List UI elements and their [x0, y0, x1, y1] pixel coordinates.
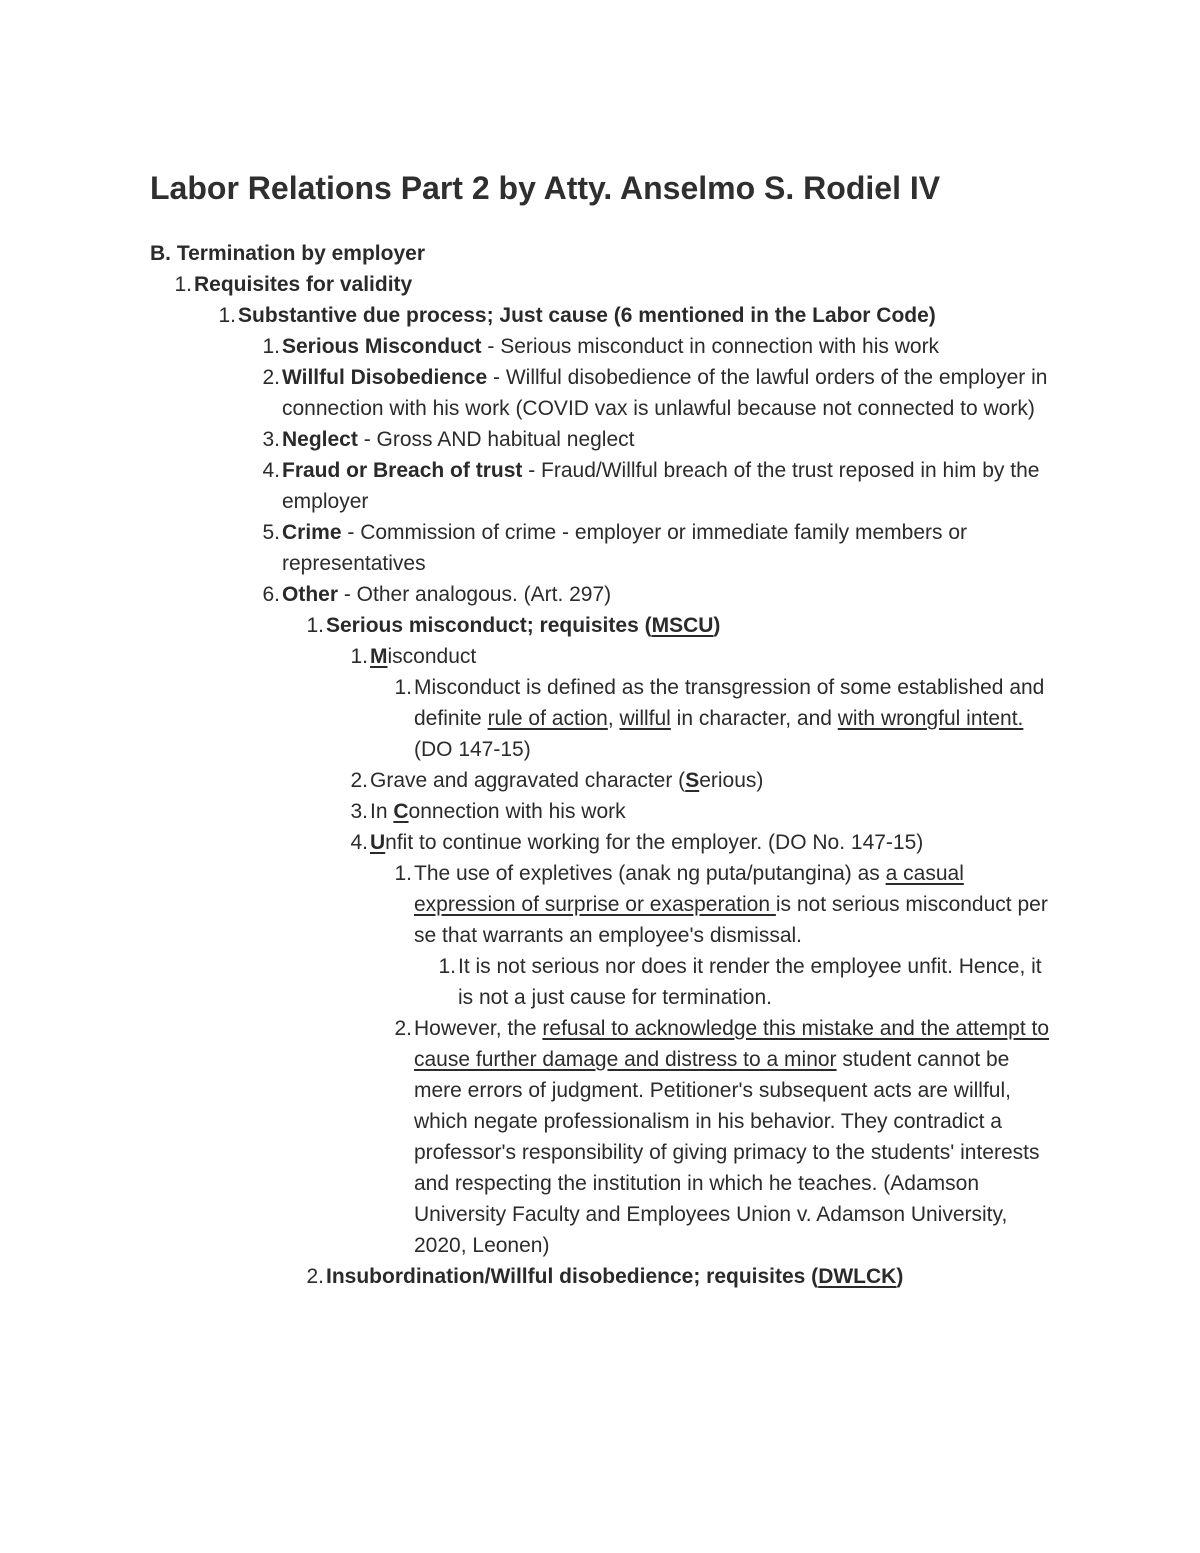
document-title: Labor Relations Part 2 by Atty. Anselmo S. Rodiel IV [150, 170, 941, 206]
sub-list [394, 672, 1060, 765]
list-level-1 [174, 269, 1060, 1292]
list-item: 4. Unfit to continue working for the employer. (DO No. 147-15) 1. The use of expletives (anak ng puta/putangina) as a casual expression of surprise or exasperation is not serious misconduct per se that warrants an employee's dismissal. 1. It is not serious nor does it render the employee unfit. Hence, it is not a just cause for termination. 2. However, the refusal to acknowledge this mistake and the attempt to cause further damage and distress to a minor student cannot be mere errors of judgment. Petitioner's subsequent acts are willful, which negate professionalism in his behavior. They contradict a professor's responsibility of giving primacy to the students' interests and respecting the institution in which he teaches. (Adamson University Faculty and Employees Union v. Adamson University, 2020, Leonen) [370, 827, 1060, 1261]
list-level-2 [218, 300, 1060, 1292]
misconduct-requisites [350, 641, 1060, 1261]
list-item: 2. Grave and aggravated character (Serious) [350, 769, 764, 792]
list-item: 5. Crime - Commission of crime - employer or immediate family members or representatives [262, 521, 967, 575]
list-item: 1. Requisites for validity 1. Substantive due process; Just cause (6 mentioned in the Labor Code) 1. Serious Misconduct - Serious misconduct in connection with his work 2. Willful Disobedience - Willful disobedience of the lawful orders of the employer in connection with his work (COVID vax is unlawful because not connected to work) 3. Neglect - Gross AND habitual neglect 4. Fraud or Breach of trust - Fraud/Willful breach of the trust reposed in him by the employer 5. Crime - Commission of crime - employer or immediate family members or representatives 6. Other - Other analogous. (Art. 297) 1. Serious misconduct; requisites (MSCU) 1. Misconduct 1. Misconduct is defined as the transgression of some established and definite rule of action, willful in character, and with wrongful intent. (DO 147-15) 2. Grave and aggravated character (Serious) 3. In Connection with his work 4. Unfit to continue working for the employer. (DO No. 147-15) 1. The use of expletives (anak ng puta/putangina) as a casual expression of surprise or exasperation is not serious misconduct per se that warrants an employee's dismissal. 1. It is not serious nor does it render the employee unfit. Hence, it is not a just cause for termination. 2. However, the refusal to acknowledge this mistake and the attempt to cause further damage and distress to a minor student cannot be mere errors of judgment. Petitioner's subsequent acts are willful, which negate professionalism in his behavior. They contradict a professor's responsibility of giving primacy to the students' interests and respecting the institution in which he teaches. (Adamson University Faculty and Employees Union v. Adamson University, 2020, Leonen) 2. Insubordination/Willful disobedience; requisites (DWLCK) [194, 269, 1060, 1292]
list-item: 1. Serious misconduct; requisites (MSCU) 1. Misconduct 1. Misconduct is defined as the transgression of some established and definite rule of action, willful in character, and with wrongful intent. (DO 147-15) 2. Grave and aggravated character (Serious) 3. In Connection with his work 4. Unfit to continue working for the employer. (DO No. 147-15) 1. The use of expletives (anak ng puta/putangina) as a casual expression of surprise or exasperation is not serious misconduct per se that warrants an employee's dismissal. 1. It is not serious nor does it render the employee unfit. Hence, it is not a just cause for termination. 2. However, the refusal to acknowledge this mistake and the attempt to cause further damage and distress to a minor student cannot be mere errors of judgment. Petitioner's subsequent acts are willful, which negate professionalism in his behavior. They contradict a professor's responsibility of giving primacy to the students' interests and respecting the institution in which he teaches. (Adamson University Faculty and Employees Union v. Adamson University, 2020, Leonen) [326, 610, 1060, 1261]
list-item: 1. The use of expletives (anak ng puta/putangina) as a casual expression of surprise or exasperation is not serious misconduct per se that warrants an employee's dismissal. 1. It is not serious nor does it render the employee unfit. Hence, it is not a just cause for termination. [414, 858, 1060, 1013]
list-item: 2. However, the refusal to acknowledge this mistake and the attempt to cause further damage and distress to a minor student cannot be mere errors of judgment. Petitioner's subsequent acts are willful, which negate professionalism in his behavior. They contradict a professor's responsibility of giving primacy to the students' interests and respecting the institution in which he teaches. (Adamson University Faculty and Employees Union v. Adamson University, 2020, Leonen) [394, 1017, 1050, 1257]
list-item: 1. Misconduct 1. Misconduct is defined as the transgression of some established and definite rule of action, willful in character, and with wrongful intent. (DO 147-15) [370, 641, 1060, 765]
list-item: 3. Neglect - Gross AND habitual neglect [262, 428, 635, 451]
sub-list [438, 951, 1060, 1013]
list-item: 4. Fraud or Breach of trust - Fraud/Willful breach of the trust reposed in him by the employer [262, 459, 1040, 513]
list-item: 2. Insubordination/Willful disobedience; requisites (DWLCK) [306, 1265, 904, 1288]
list-item: 1. Serious Misconduct - Serious misconduct in connection with his work [262, 335, 940, 358]
requisites-list [306, 610, 1060, 1292]
section-heading: B. Termination by employer [150, 242, 425, 265]
document-page [150, 168, 1060, 1292]
list-item: 1. Misconduct is defined as the transgression of some established and definite rule of action, willful in character, and with wrongful intent. (DO 147-15) [394, 676, 1045, 761]
list-item: 3. In Connection with his work [350, 800, 626, 823]
just-causes-list [262, 331, 1060, 1292]
list-item: 1. It is not serious nor does it render the employee unfit. Hence, it is not a just cause for termination. [438, 955, 1042, 1009]
list-item: 6. Other - Other analogous. (Art. 297) 1. Serious misconduct; requisites (MSCU) 1. Misconduct 1. Misconduct is defined as the transgression of some established and definite rule of action, willful in character, and with wrongful intent. (DO 147-15) 2. Grave and aggravated character (Serious) 3. In Connection with his work 4. Unfit to continue working for the employer. (DO No. 147-15) 1. The use of expletives (anak ng puta/putangina) as a casual expression of surprise or exasperation is not serious misconduct per se that warrants an employee's dismissal. 1. It is not serious nor does it render the employee unfit. Hence, it is not a just cause for termination. 2. However, the refusal to acknowledge this mistake and the attempt to cause further damage and distress to a minor student cannot be mere errors of judgment. Petitioner's subsequent acts are willful, which negate professionalism in his behavior. They contradict a professor's responsibility of giving primacy to the students' interests and respecting the institution in which he teaches. (Adamson University Faculty and Employees Union v. Adamson University, 2020, Leonen) 2. Insubordination/Willful disobedience; requisites (DWLCK) [282, 579, 1060, 1292]
list-item: 1. Substantive due process; Just cause (6 mentioned in the Labor Code) 1. Serious Misconduct - Serious misconduct in connection with his work 2. Willful Disobedience - Willful disobedience of the lawful orders of the employer in connection with his work (COVID vax is unlawful because not connected to work) 3. Neglect - Gross AND habitual neglect 4. Fraud or Breach of trust - Fraud/Willful breach of the trust reposed in him by the employer 5. Crime - Commission of crime - employer or immediate family members or representatives 6. Other - Other analogous. (Art. 297) 1. Serious misconduct; requisites (MSCU) 1. Misconduct 1. Misconduct is defined as the transgression of some established and definite rule of action, willful in character, and with wrongful intent. (DO 147-15) 2. Grave and aggravated character (Serious) 3. In Connection with his work 4. Unfit to continue working for the employer. (DO No. 147-15) 1. The use of expletives (anak ng puta/putangina) as a casual expression of surprise or exasperation is not serious misconduct per se that warrants an employee's dismissal. 1. It is not serious nor does it render the employee unfit. Hence, it is not a just cause for termination. 2. However, the refusal to acknowledge this mistake and the attempt to cause further damage and distress to a minor student cannot be mere errors of judgment. Petitioner's subsequent acts are willful, which negate professionalism in his behavior. They contradict a professor's responsibility of giving primacy to the students' interests and respecting the institution in which he teaches. (Adamson University Faculty and Employees Union v. Adamson University, 2020, Leonen) 2. Insubordination/Willful disobedience; requisites (DWLCK) [238, 300, 1060, 1292]
list-item: 2. Willful Disobedience - Willful disobedience of the lawful orders of the employer in connection with his work (COVID vax is unlawful because not connected to work) [262, 366, 1048, 420]
sub-list [394, 858, 1060, 1261]
